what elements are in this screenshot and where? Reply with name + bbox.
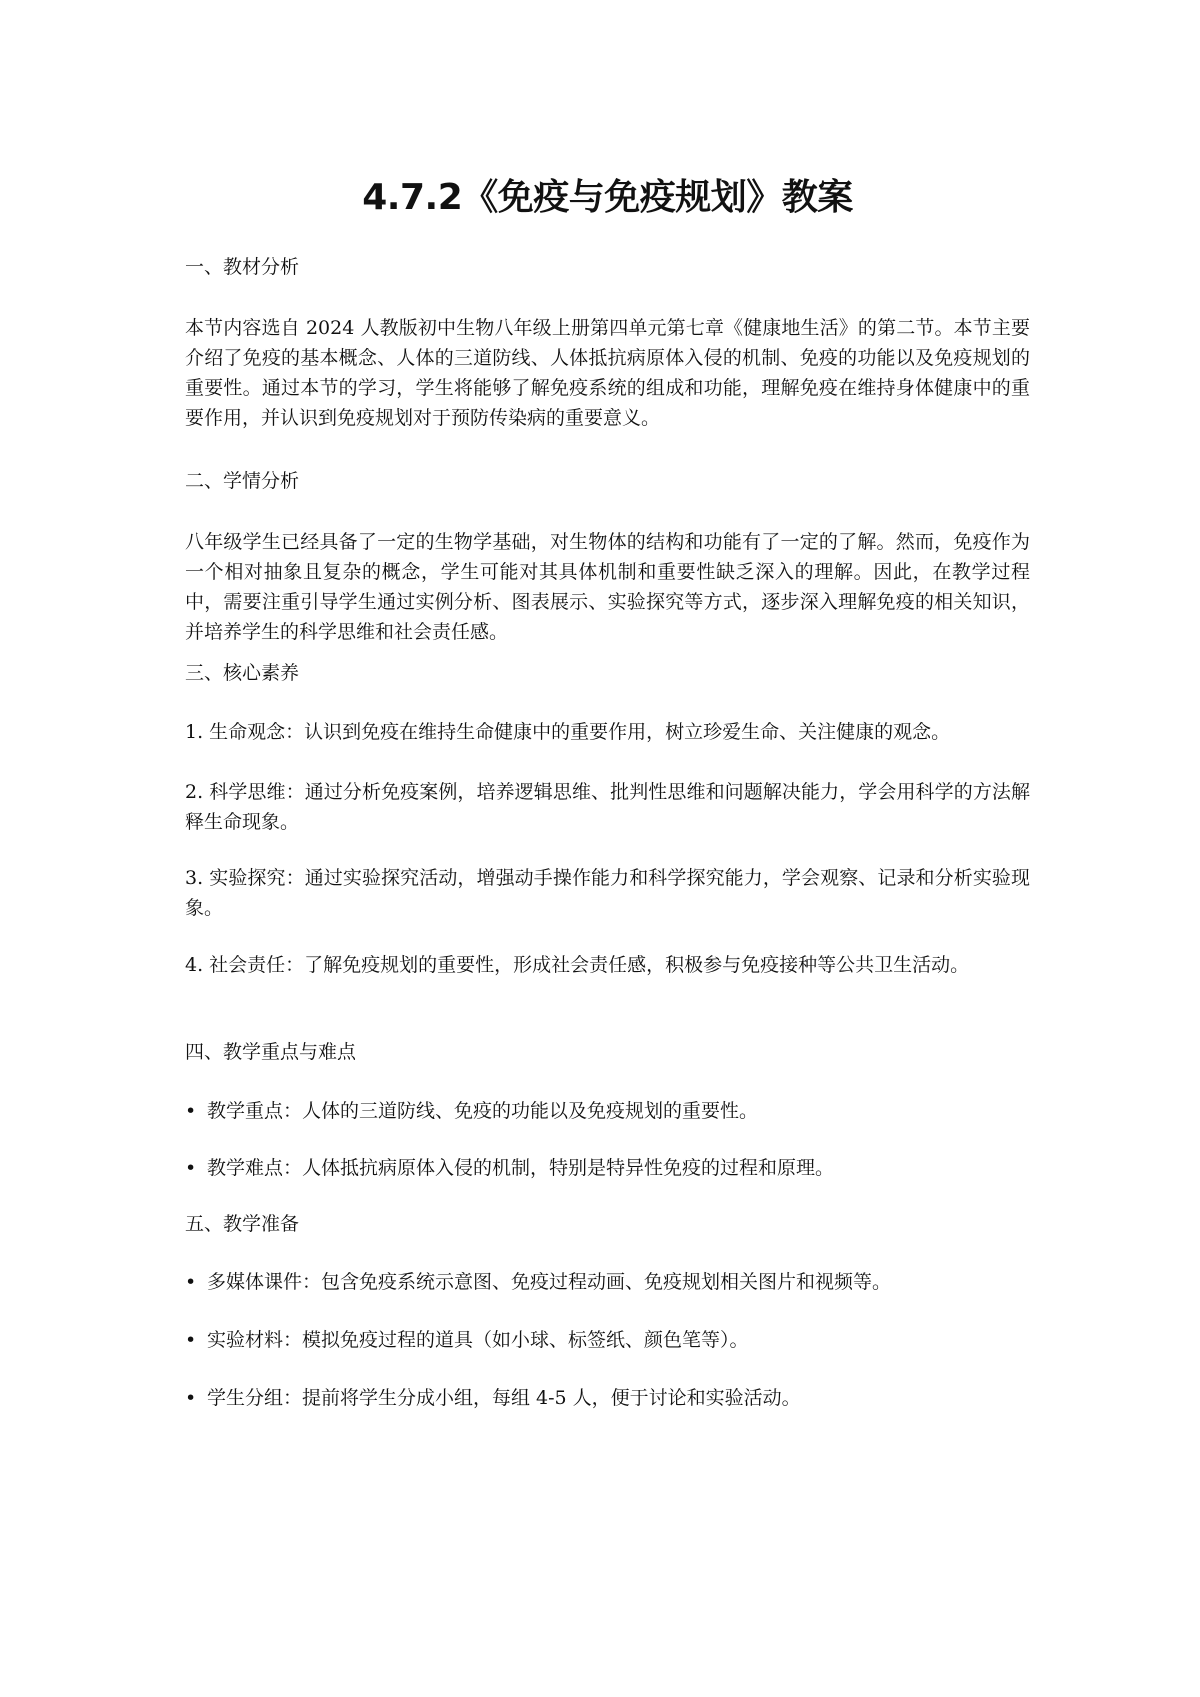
core-literacy-item-3: 3. 实验探究：通过实验探究活动，增强动手操作能力和科学探究能力，学会观察、记录和分析实验现象。 — [185, 867, 1030, 919]
core-literacy-item-1: 1. 生命观念：认识到免疫在维持生命健康中的重要作用，树立珍爱生命、关注健康的观念。 — [185, 721, 951, 743]
bullet-text: 多媒体课件：包含免疫系统示意图、免疫过程动画、免疫规划相关图片和视频等。 — [207, 1271, 892, 1293]
section-heading-textbook-analysis: 一、教材分析 — [185, 256, 300, 278]
teaching-prep-bullet-1 — [185, 1267, 1030, 1297]
teaching-prep-bullet-3 — [185, 1383, 1030, 1413]
bullet-dot: • — [185, 1329, 197, 1351]
bullet-text: 学生分组：提前将学生分成小组，每组 4-5 人，便于讨论和实验活动。 — [207, 1387, 801, 1409]
section-heading-core-literacy: 三、核心素养 — [185, 662, 300, 684]
bullet-dot: • — [185, 1271, 197, 1293]
bullet-dot: • — [185, 1387, 197, 1409]
section-heading-student-analysis: 二、学情分析 — [185, 470, 300, 492]
bullet-text: 教学重点：人体的三道防线、免疫的功能以及免疫规划的重要性。 — [207, 1100, 759, 1122]
section-paragraph-textbook-analysis: 本节内容选自 2024 人教版初中生物八年级上册第四单元第七章《健康地生活》的第二节。本节主要介绍了免疫的基本概念、人体的三道防线、人体抵抗病原体入侵的机制、免疫的功能以及免疫规划的重要性。通过本节的学习，学生将能够了解免疫系统的组成和功能，理解免疫在维持身体健康中的重要作用，并认识到免疫规划对于预防传染病的重要意义。 — [185, 317, 1030, 429]
bullet-text: 教学难点：人体抵抗病原体入侵的机制，特别是特异性免疫的过程和原理。 — [207, 1157, 835, 1179]
document-title: 4.7.2《免疫与免疫规划》教案 — [362, 177, 853, 218]
bullet-dot: • — [185, 1157, 197, 1179]
section-heading-teaching-prep: 五、教学准备 — [185, 1213, 300, 1235]
bullet-text: 实验材料：模拟免疫过程的道具（如小球、标签纸、颜色笔等）。 — [207, 1329, 749, 1351]
core-literacy-item-2: 2. 科学思维：通过分析免疫案例，培养逻辑思维、批判性思维和问题解决能力，学会用科学的方法解释生命现象。 — [185, 781, 1030, 833]
section-heading-key-points: 四、教学重点与难点 — [185, 1041, 357, 1063]
core-literacy-item-4: 4. 社会责任：了解免疫规划的重要性，形成社会责任感，积极参与免疫接种等公共卫生活动。 — [185, 954, 970, 976]
key-points-bullet-1 — [185, 1096, 1030, 1126]
section-paragraph-student-analysis: 八年级学生已经具备了一定的生物学基础，对生物体的结构和功能有了一定的了解。然而，免疫作为一个相对抽象且复杂的概念，学生可能对其具体机制和重要性缺乏深入的理解。因此，在教学过程中，需要注重引导学生通过实例分析、图表展示、实验探究等方式，逐步深入理解免疫的相关知识，并培养学生的科学思维和社会责任感。 — [185, 531, 1030, 643]
key-points-bullet-2 — [185, 1153, 1030, 1183]
bullet-dot: • — [185, 1100, 197, 1122]
teaching-prep-bullet-2 — [185, 1325, 1030, 1355]
